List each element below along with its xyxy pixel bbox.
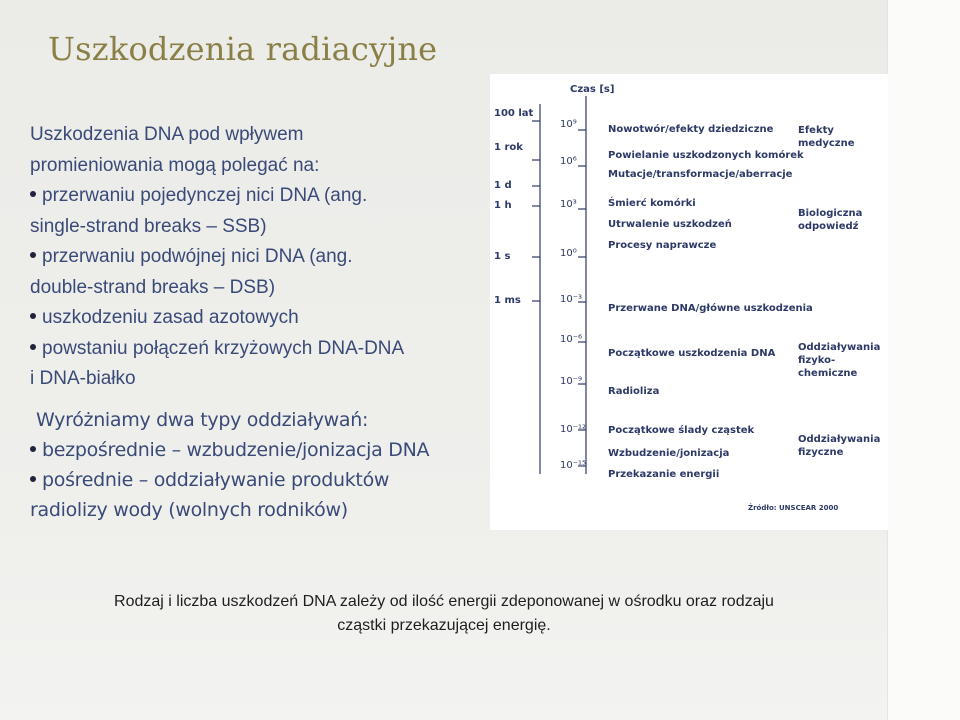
event-label: Wzbudzenie/jonizacja: [608, 448, 730, 459]
event-label: Początkowe ślady cząstek: [608, 425, 755, 436]
list-item-continued: radiolizy wody (wolnych rodników): [30, 499, 348, 521]
list-item-continued: i DNA-białko: [30, 368, 136, 389]
axis-title: Czas [s]: [570, 84, 615, 95]
bullet-icon: [30, 446, 36, 452]
event-label: Mutacje/transformacje/aberracje: [608, 169, 793, 180]
list-item: pośrednie – oddziaływanie produktów: [30, 465, 490, 495]
category-label: Oddziaływania fizyczne: [798, 434, 881, 458]
list-item: bezpośrednie – wzbudzenie/jonizacja DNA: [30, 435, 490, 465]
list-item-continued: single-strand breaks – SSB): [30, 215, 267, 237]
list-item: powstaniu połączeń krzyżowych DNA-DNA: [30, 334, 480, 365]
interaction-types: [30, 405, 490, 525]
source-label: Źródło: UNSCEAR 2000: [748, 504, 839, 512]
footer-note: [0, 590, 888, 638]
power-label: 10⁶: [560, 156, 577, 167]
bullet-icon: [30, 191, 36, 197]
time-label: 1 d: [494, 180, 512, 191]
types-heading: Wyróżniamy dwa typy oddziaływań:: [36, 409, 369, 431]
list-item: przerwaniu podwójnej nici DNA (ang.: [30, 242, 480, 273]
event-label: Przekazanie energii: [608, 469, 720, 480]
event-label: Utrwalenie uszkodzeń: [608, 219, 732, 230]
bullet-icon: [30, 252, 36, 258]
intro-line-2: promieniowania mogą polegać na:: [30, 154, 320, 176]
event-label: Przerwane DNA/główne uszkodzenia: [608, 303, 813, 314]
power-label: 10⁻⁶: [560, 334, 583, 345]
power-label: 10⁻³: [560, 294, 583, 305]
event-label: Śmierć komórki: [608, 198, 696, 209]
list-item: uszkodzeniu zasad azotowych: [30, 303, 480, 334]
list-item-continued: double-strand breaks – DSB): [30, 276, 276, 298]
list-item: przerwaniu pojedynczej nici DNA (ang.: [30, 181, 480, 212]
event-label: Początkowe uszkodzenia DNA: [608, 348, 776, 359]
category-label: Efekty medyczne: [798, 125, 855, 149]
power-label: 10⁻⁹: [560, 376, 583, 387]
event-label: Powielanie uszkodzonych komórek: [608, 150, 804, 161]
category-label: Biologiczna odpowiedź: [798, 208, 863, 232]
footer-line-2: cząstki przekazującej energię.: [337, 617, 551, 634]
event-label: Radioliza: [608, 386, 660, 397]
time-label: 1 ms: [494, 295, 521, 306]
power-label: 10³: [560, 199, 577, 210]
time-label: 100 lat: [494, 108, 534, 119]
category-label: Oddziaływania fizyko-chemiczne: [798, 342, 881, 379]
footer-line-1: Rodzaj i liczba uszkodzeń DNA zależy od ilość energii zdeponowanej w ośrodku oraz rodzaju: [114, 593, 774, 610]
power-label: 10⁻¹²: [560, 424, 587, 435]
power-label: 10⁻¹⁵: [560, 460, 587, 471]
time-label: 1 s: [494, 251, 511, 262]
power-label: 10⁰: [560, 248, 577, 259]
power-label: 10⁹: [560, 119, 577, 130]
radiation-timescale-diagram: [490, 74, 888, 530]
event-label: Nowotwór/efekty dziedziczne: [608, 124, 774, 135]
time-label: 1 rok: [494, 142, 523, 153]
bullet-icon: [30, 476, 36, 482]
damage-list: [30, 120, 480, 395]
event-label: Procesy naprawcze: [608, 240, 717, 251]
slide-right-strip: [887, 0, 960, 720]
intro-line-1: Uszkodzenia DNA pod wpływem: [30, 124, 304, 145]
time-label: 1 h: [494, 200, 512, 211]
slide-title: Uszkodzenia radiacyjne: [48, 30, 438, 68]
bullet-icon: [30, 344, 36, 350]
bullet-icon: [30, 313, 36, 319]
